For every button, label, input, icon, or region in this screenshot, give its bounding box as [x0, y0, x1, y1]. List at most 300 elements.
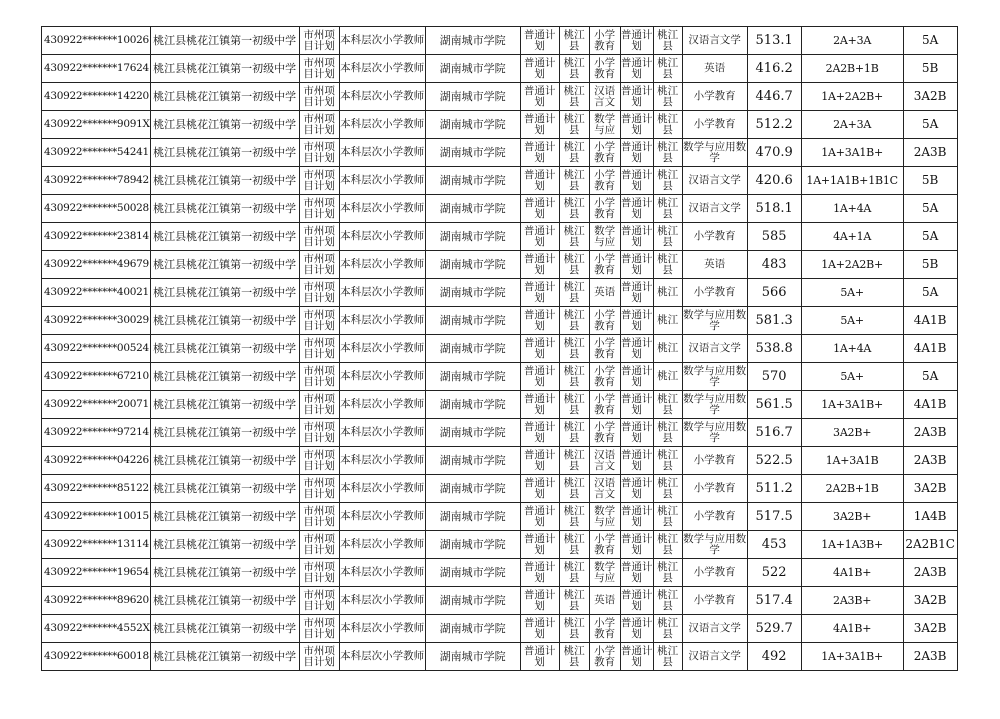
university-cell: 湖南城市学院 — [425, 503, 520, 531]
university-cell: 湖南城市学院 — [425, 391, 520, 419]
subject-cell: 小学教育 — [589, 531, 620, 559]
school-cell: 桃江县桃花江镇第一初级中学 — [150, 223, 299, 251]
score-cell: 518.1 — [747, 195, 801, 223]
score-cell: 512.2 — [747, 111, 801, 139]
project-type-cell: 市州项目计划 — [299, 27, 339, 55]
project-type-cell: 市州项目计划 — [299, 363, 339, 391]
university-cell: 湖南城市学院 — [425, 195, 520, 223]
county-cell: 桃江县 — [559, 475, 589, 503]
major-cell: 小学教育 — [682, 475, 747, 503]
score-cell: 581.3 — [747, 307, 801, 335]
county-cell: 桃江县 — [559, 83, 589, 111]
project-type-cell: 市州项目计划 — [299, 335, 339, 363]
teacher-level-cell: 本科层次小学教师 — [339, 559, 425, 587]
id-number-cell: 430922*******97214 — [42, 419, 151, 447]
grade-level-cell: 2A3B — [903, 419, 957, 447]
project-type-cell: 市州项目计划 — [299, 475, 339, 503]
grade-combo-cell: 1A+4A — [801, 335, 903, 363]
plan-type-2-cell: 普通计划 — [620, 503, 653, 531]
table-row — [42, 279, 958, 307]
university-cell: 湖南城市学院 — [425, 223, 520, 251]
county-2-cell: 桃江县 — [653, 55, 682, 83]
plan-type-cell: 普通计划 — [520, 279, 559, 307]
plan-type-2-cell: 普通计划 — [620, 615, 653, 643]
grade-combo-cell: 1A+3A1B+ — [801, 391, 903, 419]
table-row — [42, 587, 958, 615]
teacher-level-cell: 本科层次小学教师 — [339, 335, 425, 363]
score-cell: 516.7 — [747, 419, 801, 447]
score-cell: 446.7 — [747, 83, 801, 111]
id-number-cell: 430922*******60018 — [42, 643, 151, 671]
teacher-level-cell: 本科层次小学教师 — [339, 643, 425, 671]
grade-combo-cell: 5A+ — [801, 307, 903, 335]
plan-type-cell: 普通计划 — [520, 503, 559, 531]
grade-level-cell: 2A3B — [903, 643, 957, 671]
county-2-cell: 桃江县 — [653, 531, 682, 559]
plan-type-cell: 普通计划 — [520, 531, 559, 559]
teacher-level-cell: 本科层次小学教师 — [339, 251, 425, 279]
university-cell: 湖南城市学院 — [425, 447, 520, 475]
grade-combo-cell: 1A+1A3B+ — [801, 531, 903, 559]
county-2-cell: 桃江县 — [653, 643, 682, 671]
school-cell: 桃江县桃花江镇第一初级中学 — [150, 447, 299, 475]
table-row — [42, 83, 958, 111]
county-2-cell: 桃江县 — [653, 503, 682, 531]
major-cell: 小学教育 — [682, 503, 747, 531]
university-cell: 湖南城市学院 — [425, 83, 520, 111]
school-cell: 桃江县桃花江镇第一初级中学 — [150, 391, 299, 419]
grade-level-cell: 3A2B — [903, 587, 957, 615]
plan-type-2-cell: 普通计划 — [620, 587, 653, 615]
grade-level-cell: 5B — [903, 251, 957, 279]
plan-type-2-cell: 普通计划 — [620, 195, 653, 223]
subject-cell: 数学与应 — [589, 503, 620, 531]
county-cell: 桃江县 — [559, 307, 589, 335]
grade-level-cell: 4A1B — [903, 335, 957, 363]
university-cell: 湖南城市学院 — [425, 363, 520, 391]
teacher-level-cell: 本科层次小学教师 — [339, 139, 425, 167]
grade-level-cell: 5A — [903, 111, 957, 139]
county-cell: 桃江县 — [559, 531, 589, 559]
teacher-level-cell: 本科层次小学教师 — [339, 167, 425, 195]
county-cell: 桃江县 — [559, 391, 589, 419]
plan-type-2-cell: 普通计划 — [620, 643, 653, 671]
subject-cell: 小学教育 — [589, 55, 620, 83]
table-row — [42, 335, 958, 363]
university-cell: 湖南城市学院 — [425, 55, 520, 83]
grade-combo-cell: 2A2B+1B — [801, 55, 903, 83]
county-cell: 桃江县 — [559, 503, 589, 531]
plan-type-cell: 普通计划 — [520, 27, 559, 55]
score-cell: 511.2 — [747, 475, 801, 503]
table-row — [42, 559, 958, 587]
grade-combo-cell: 1A+3A1B+ — [801, 643, 903, 671]
grade-level-cell: 2A3B — [903, 447, 957, 475]
plan-type-cell: 普通计划 — [520, 363, 559, 391]
county-cell: 桃江县 — [559, 139, 589, 167]
county-cell: 桃江县 — [559, 643, 589, 671]
score-cell: 517.5 — [747, 503, 801, 531]
county-2-cell: 桃江县 — [653, 559, 682, 587]
school-cell: 桃江县桃花江镇第一初级中学 — [150, 139, 299, 167]
plan-type-2-cell: 普通计划 — [620, 307, 653, 335]
major-cell: 小学教育 — [682, 83, 747, 111]
school-cell: 桃江县桃花江镇第一初级中学 — [150, 559, 299, 587]
plan-type-cell: 普通计划 — [520, 335, 559, 363]
score-cell: 561.5 — [747, 391, 801, 419]
teacher-level-cell: 本科层次小学教师 — [339, 615, 425, 643]
county-cell: 桃江县 — [559, 111, 589, 139]
major-cell: 小学教育 — [682, 223, 747, 251]
grade-combo-cell: 1A+1A1B+1B1C — [801, 167, 903, 195]
subject-cell: 小学教育 — [589, 335, 620, 363]
subject-cell: 小学教育 — [589, 27, 620, 55]
grade-combo-cell: 2A+3A — [801, 111, 903, 139]
school-cell: 桃江县桃花江镇第一初级中学 — [150, 531, 299, 559]
grade-combo-cell: 5A+ — [801, 363, 903, 391]
table-row — [42, 251, 958, 279]
major-cell: 英语 — [682, 251, 747, 279]
project-type-cell: 市州项目计划 — [299, 615, 339, 643]
table-row — [42, 195, 958, 223]
table-row — [42, 447, 958, 475]
school-cell: 桃江县桃花江镇第一初级中学 — [150, 83, 299, 111]
university-cell: 湖南城市学院 — [425, 27, 520, 55]
id-number-cell: 430922*******04226 — [42, 447, 151, 475]
score-cell: 513.1 — [747, 27, 801, 55]
major-cell: 小学教育 — [682, 559, 747, 587]
county-2-cell: 桃江县 — [653, 111, 682, 139]
project-type-cell: 市州项目计划 — [299, 447, 339, 475]
plan-type-2-cell: 普通计划 — [620, 391, 653, 419]
grade-combo-cell: 2A2B+1B — [801, 475, 903, 503]
subject-cell: 小学教育 — [589, 251, 620, 279]
id-number-cell: 430922*******19654 — [42, 559, 151, 587]
university-cell: 湖南城市学院 — [425, 111, 520, 139]
university-cell: 湖南城市学院 — [425, 251, 520, 279]
county-cell: 桃江县 — [559, 167, 589, 195]
grade-combo-cell: 1A+3A1B — [801, 447, 903, 475]
table-row — [42, 615, 958, 643]
table-row — [42, 363, 958, 391]
plan-type-2-cell: 普通计划 — [620, 111, 653, 139]
teacher-level-cell: 本科层次小学教师 — [339, 475, 425, 503]
project-type-cell: 市州项目计划 — [299, 531, 339, 559]
grade-level-cell: 2A2B1C — [903, 531, 957, 559]
major-cell: 小学教育 — [682, 279, 747, 307]
county-cell: 桃江县 — [559, 363, 589, 391]
school-cell: 桃江县桃花江镇第一初级中学 — [150, 587, 299, 615]
score-cell: 522.5 — [747, 447, 801, 475]
plan-type-cell: 普通计划 — [520, 55, 559, 83]
subject-cell: 小学教育 — [589, 139, 620, 167]
county-cell: 桃江县 — [559, 279, 589, 307]
county-2-cell: 桃江县 — [653, 447, 682, 475]
id-number-cell: 430922*******54241 — [42, 139, 151, 167]
grade-level-cell: 5A — [903, 363, 957, 391]
plan-type-2-cell: 普通计划 — [620, 83, 653, 111]
grade-level-cell: 4A1B — [903, 391, 957, 419]
university-cell: 湖南城市学院 — [425, 559, 520, 587]
table-row — [42, 223, 958, 251]
plan-type-cell: 普通计划 — [520, 223, 559, 251]
county-2-cell: 桃江县 — [653, 587, 682, 615]
plan-type-cell: 普通计划 — [520, 475, 559, 503]
id-number-cell: 430922*******4552X — [42, 615, 151, 643]
id-number-cell: 430922*******13114 — [42, 531, 151, 559]
county-cell: 桃江县 — [559, 419, 589, 447]
plan-type-2-cell: 普通计划 — [620, 363, 653, 391]
county-2-cell: 桃江县 — [653, 167, 682, 195]
grade-combo-cell: 1A+3A1B+ — [801, 139, 903, 167]
major-cell: 汉语言文学 — [682, 27, 747, 55]
county-2-cell: 桃江县 — [653, 419, 682, 447]
plan-type-2-cell: 普通计划 — [620, 419, 653, 447]
major-cell: 小学教育 — [682, 447, 747, 475]
project-type-cell: 市州项目计划 — [299, 251, 339, 279]
plan-type-2-cell: 普通计划 — [620, 251, 653, 279]
project-type-cell: 市州项目计划 — [299, 167, 339, 195]
major-cell: 数学与应用数学 — [682, 307, 747, 335]
grade-combo-cell: 4A+1A — [801, 223, 903, 251]
score-cell: 566 — [747, 279, 801, 307]
project-type-cell: 市州项目计划 — [299, 587, 339, 615]
university-cell: 湖南城市学院 — [425, 615, 520, 643]
major-cell: 数学与应用数学 — [682, 531, 747, 559]
university-cell: 湖南城市学院 — [425, 587, 520, 615]
school-cell: 桃江县桃花江镇第一初级中学 — [150, 55, 299, 83]
table-row — [42, 307, 958, 335]
county-2-cell: 桃江 — [653, 279, 682, 307]
score-cell: 517.4 — [747, 587, 801, 615]
project-type-cell: 市州项目计划 — [299, 391, 339, 419]
plan-type-2-cell: 普通计划 — [620, 139, 653, 167]
county-cell: 桃江县 — [559, 251, 589, 279]
county-2-cell: 桃江县 — [653, 195, 682, 223]
plan-type-2-cell: 普通计划 — [620, 531, 653, 559]
county-cell: 桃江县 — [559, 195, 589, 223]
grade-combo-cell: 1A+2A2B+ — [801, 83, 903, 111]
school-cell: 桃江县桃花江镇第一初级中学 — [150, 475, 299, 503]
subject-cell: 数学与应 — [589, 559, 620, 587]
table-row — [42, 111, 958, 139]
id-number-cell: 430922*******30029 — [42, 307, 151, 335]
score-cell: 529.7 — [747, 615, 801, 643]
teacher-level-cell: 本科层次小学教师 — [339, 587, 425, 615]
score-cell: 538.8 — [747, 335, 801, 363]
grade-level-cell: 2A3B — [903, 139, 957, 167]
school-cell: 桃江县桃花江镇第一初级中学 — [150, 643, 299, 671]
teacher-level-cell: 本科层次小学教师 — [339, 55, 425, 83]
major-cell: 汉语言文学 — [682, 167, 747, 195]
grade-level-cell: 2A3B — [903, 559, 957, 587]
grade-level-cell: 5B — [903, 55, 957, 83]
county-2-cell: 桃江县 — [653, 475, 682, 503]
id-number-cell: 430922*******17624 — [42, 55, 151, 83]
major-cell: 数学与应用数学 — [682, 419, 747, 447]
table-row — [42, 419, 958, 447]
table-row — [42, 475, 958, 503]
project-type-cell: 市州项目计划 — [299, 223, 339, 251]
school-cell: 桃江县桃花江镇第一初级中学 — [150, 27, 299, 55]
teacher-level-cell: 本科层次小学教师 — [339, 279, 425, 307]
teacher-level-cell: 本科层次小学教师 — [339, 391, 425, 419]
plan-type-cell: 普通计划 — [520, 83, 559, 111]
project-type-cell: 市州项目计划 — [299, 559, 339, 587]
major-cell: 数学与应用数学 — [682, 139, 747, 167]
subject-cell: 小学教育 — [589, 363, 620, 391]
plan-type-2-cell: 普通计划 — [620, 167, 653, 195]
teacher-level-cell: 本科层次小学教师 — [339, 419, 425, 447]
subject-cell: 小学教育 — [589, 615, 620, 643]
subject-cell: 汉语言文 — [589, 83, 620, 111]
score-cell: 420.6 — [747, 167, 801, 195]
score-cell: 453 — [747, 531, 801, 559]
grade-combo-cell: 5A+ — [801, 279, 903, 307]
teacher-level-cell: 本科层次小学教师 — [339, 27, 425, 55]
project-type-cell: 市州项目计划 — [299, 307, 339, 335]
plan-type-2-cell: 普通计划 — [620, 335, 653, 363]
score-cell: 492 — [747, 643, 801, 671]
major-cell: 数学与应用数学 — [682, 391, 747, 419]
subject-cell: 小学教育 — [589, 167, 620, 195]
university-cell: 湖南城市学院 — [425, 643, 520, 671]
county-2-cell: 桃江县 — [653, 223, 682, 251]
school-cell: 桃江县桃花江镇第一初级中学 — [150, 195, 299, 223]
subject-cell: 数学与应 — [589, 111, 620, 139]
school-cell: 桃江县桃花江镇第一初级中学 — [150, 363, 299, 391]
county-cell: 桃江县 — [559, 27, 589, 55]
subject-cell: 英语 — [589, 279, 620, 307]
university-cell: 湖南城市学院 — [425, 475, 520, 503]
school-cell: 桃江县桃花江镇第一初级中学 — [150, 419, 299, 447]
grade-combo-cell: 4A1B+ — [801, 559, 903, 587]
id-number-cell: 430922*******20071 — [42, 391, 151, 419]
grade-level-cell: 3A2B — [903, 83, 957, 111]
subject-cell: 数学与应 — [589, 223, 620, 251]
school-cell: 桃江县桃花江镇第一初级中学 — [150, 503, 299, 531]
teacher-level-cell: 本科层次小学教师 — [339, 111, 425, 139]
project-type-cell: 市州项目计划 — [299, 195, 339, 223]
plan-type-cell: 普通计划 — [520, 251, 559, 279]
score-cell: 570 — [747, 363, 801, 391]
county-cell: 桃江县 — [559, 587, 589, 615]
project-type-cell: 市州项目计划 — [299, 279, 339, 307]
grade-level-cell: 5A — [903, 27, 957, 55]
university-cell: 湖南城市学院 — [425, 167, 520, 195]
plan-type-cell: 普通计划 — [520, 167, 559, 195]
score-cell: 470.9 — [747, 139, 801, 167]
major-cell: 小学教育 — [682, 587, 747, 615]
county-cell: 桃江县 — [559, 447, 589, 475]
grade-combo-cell: 3A2B+ — [801, 503, 903, 531]
university-cell: 湖南城市学院 — [425, 335, 520, 363]
plan-type-cell: 普通计划 — [520, 111, 559, 139]
university-cell: 湖南城市学院 — [425, 307, 520, 335]
school-cell: 桃江县桃花江镇第一初级中学 — [150, 167, 299, 195]
score-cell: 483 — [747, 251, 801, 279]
county-cell: 桃江县 — [559, 55, 589, 83]
major-cell: 汉语言文学 — [682, 335, 747, 363]
county-cell: 桃江县 — [559, 335, 589, 363]
plan-type-cell: 普通计划 — [520, 587, 559, 615]
grade-combo-cell: 2A+3A — [801, 27, 903, 55]
county-2-cell: 桃江 — [653, 307, 682, 335]
teacher-level-cell: 本科层次小学教师 — [339, 307, 425, 335]
plan-type-cell: 普通计划 — [520, 195, 559, 223]
plan-type-2-cell: 普通计划 — [620, 55, 653, 83]
grade-level-cell: 3A2B — [903, 615, 957, 643]
project-type-cell: 市州项目计划 — [299, 139, 339, 167]
major-cell: 汉语言文学 — [682, 195, 747, 223]
county-cell: 桃江县 — [559, 223, 589, 251]
score-cell: 416.2 — [747, 55, 801, 83]
id-number-cell: 430922*******00524 — [42, 335, 151, 363]
id-number-cell: 430922*******50028 — [42, 195, 151, 223]
plan-type-2-cell: 普通计划 — [620, 279, 653, 307]
teacher-level-cell: 本科层次小学教师 — [339, 83, 425, 111]
plan-type-2-cell: 普通计划 — [620, 559, 653, 587]
teacher-level-cell: 本科层次小学教师 — [339, 363, 425, 391]
grade-combo-cell: 3A2B+ — [801, 419, 903, 447]
major-cell: 数学与应用数学 — [682, 363, 747, 391]
plan-type-cell: 普通计划 — [520, 447, 559, 475]
school-cell: 桃江县桃花江镇第一初级中学 — [150, 251, 299, 279]
county-2-cell: 桃江县 — [653, 139, 682, 167]
county-2-cell: 桃江县 — [653, 27, 682, 55]
project-type-cell: 市州项目计划 — [299, 111, 339, 139]
county-2-cell: 桃江县 — [653, 615, 682, 643]
major-cell: 汉语言文学 — [682, 615, 747, 643]
id-number-cell: 430922*******89620 — [42, 587, 151, 615]
project-type-cell: 市州项目计划 — [299, 643, 339, 671]
id-number-cell: 430922*******67210 — [42, 363, 151, 391]
table-row — [42, 531, 958, 559]
major-cell: 英语 — [682, 55, 747, 83]
id-number-cell: 430922*******40021 — [42, 279, 151, 307]
county-2-cell: 桃江县 — [653, 391, 682, 419]
table-row — [42, 643, 958, 671]
plan-type-cell: 普通计划 — [520, 559, 559, 587]
project-type-cell: 市州项目计划 — [299, 55, 339, 83]
grade-combo-cell: 2A3B+ — [801, 587, 903, 615]
plan-type-2-cell: 普通计划 — [620, 223, 653, 251]
subject-cell: 小学教育 — [589, 195, 620, 223]
plan-type-cell: 普通计划 — [520, 139, 559, 167]
major-cell: 小学教育 — [682, 111, 747, 139]
school-cell: 桃江县桃花江镇第一初级中学 — [150, 307, 299, 335]
grade-combo-cell: 1A+2A2B+ — [801, 251, 903, 279]
school-cell: 桃江县桃花江镇第一初级中学 — [150, 615, 299, 643]
grade-level-cell: 5A — [903, 223, 957, 251]
project-type-cell: 市州项目计划 — [299, 419, 339, 447]
county-2-cell: 桃江 — [653, 335, 682, 363]
grade-level-cell: 3A2B — [903, 475, 957, 503]
plan-type-cell: 普通计划 — [520, 643, 559, 671]
plan-type-2-cell: 普通计划 — [620, 447, 653, 475]
table-row — [42, 55, 958, 83]
grade-level-cell: 5B — [903, 167, 957, 195]
university-cell: 湖南城市学院 — [425, 279, 520, 307]
id-number-cell: 430922*******85122 — [42, 475, 151, 503]
university-cell: 湖南城市学院 — [425, 139, 520, 167]
id-number-cell: 430922*******49679 — [42, 251, 151, 279]
grade-level-cell: 4A1B — [903, 307, 957, 335]
plan-type-cell: 普通计划 — [520, 419, 559, 447]
id-number-cell: 430922*******10026 — [42, 27, 151, 55]
plan-type-cell: 普通计划 — [520, 307, 559, 335]
subject-cell: 汉语言文 — [589, 447, 620, 475]
